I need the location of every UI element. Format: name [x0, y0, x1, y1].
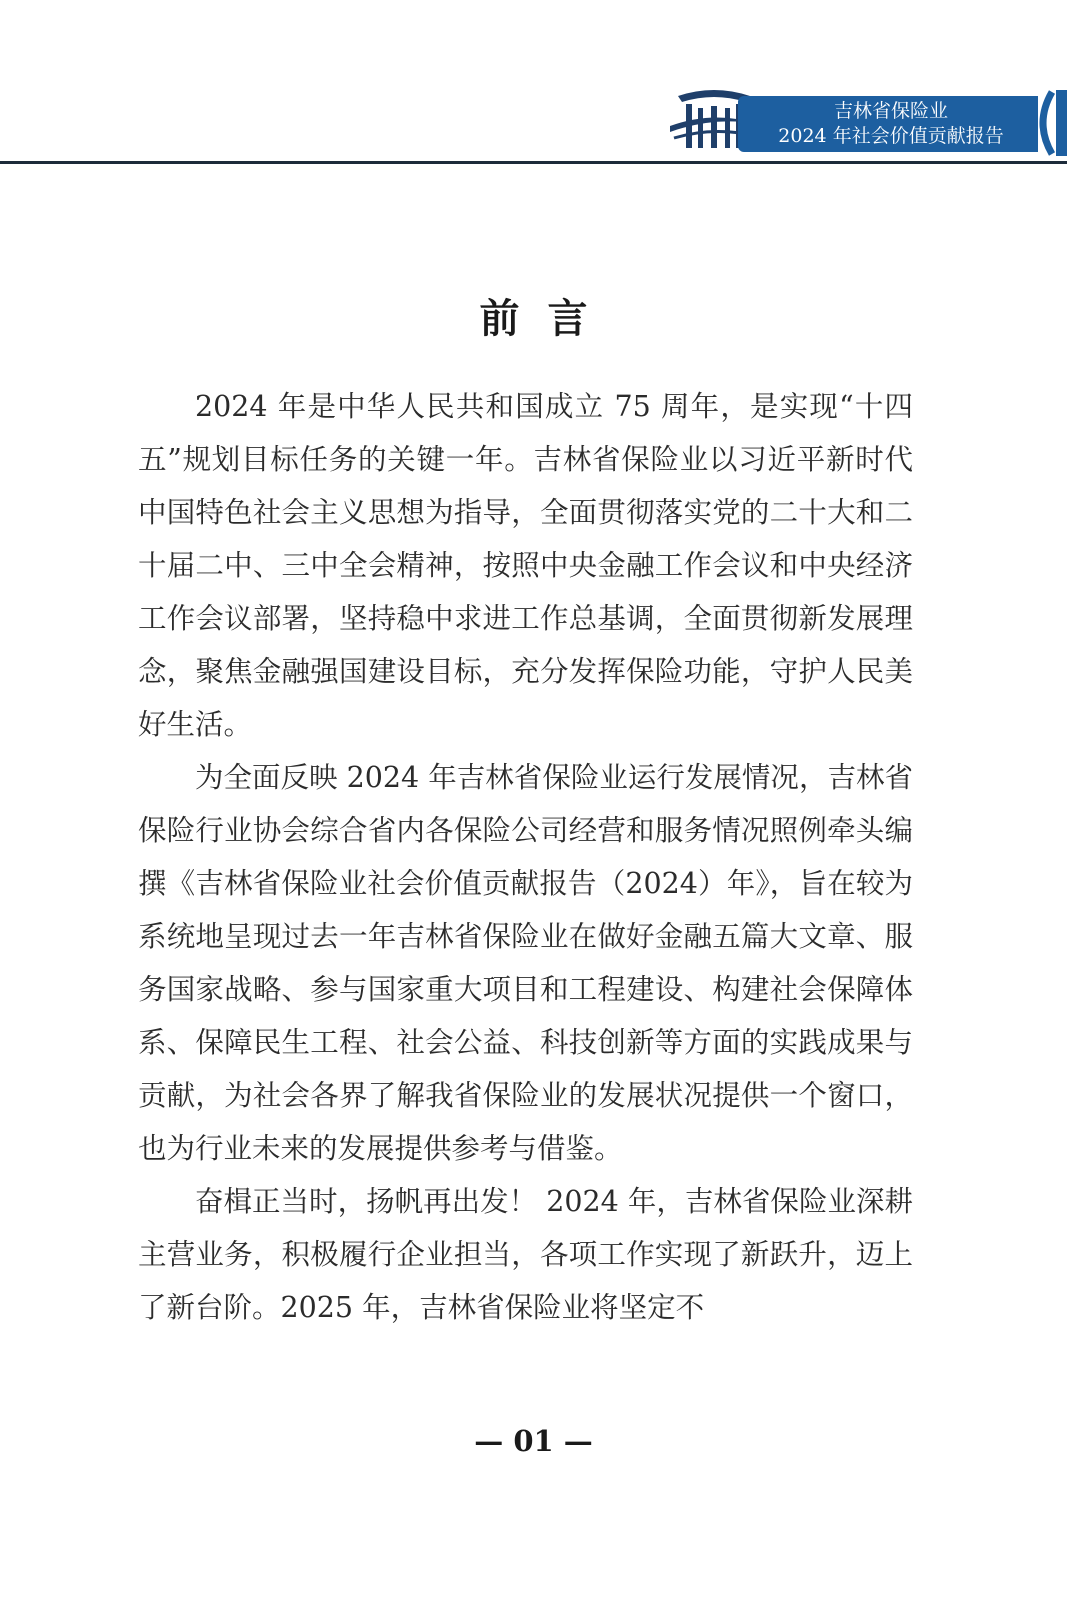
banner-line-2: 2024 年社会价值贡献报告 — [778, 125, 1004, 147]
banner-line-1: 吉林省保险业 — [833, 100, 948, 122]
paragraph: 2024 年是中华人民共和国成立 75 周年，是实现“十四五”规划目标任务的关键一年。吉林省保险业以习近平新时代中国特色社会主义思想为指导，全面贯彻落实党的二十大和二十届二中、三中全会精神，按照中央金融工作会议和中央经济工作会议部署，坚持稳中求进工作总基调，全面贯彻新发展理念，聚焦金融强国建设目标，充分发挥保险功能，守护人民美好生活。 — [138, 390, 913, 741]
page-header — [0, 0, 1067, 165]
report-banner-title — [750, 99, 1032, 149]
banner-curve-icon — [1032, 90, 1067, 156]
header-divider — [0, 161, 1067, 164]
page-number: — 01 — — [474, 1424, 593, 1458]
preface-body — [138, 380, 913, 1334]
page-title: 前言 — [479, 295, 616, 342]
paragraph: 为全面反映 2024 年吉林省保险业运行发展情况，吉林省保险行业协会综合省内各保险公司经营和服务情况照例牵头编撰《吉林省保险业社会价值贡献报告（2024）年》，旨在较为系统地呈现过去一年吉林省保险业在做好金融五篇大文章、服务国家战略、参与国家重大项目和工程建设、构建社会保障体系、保障民生工程、社会公益、科技创新等方面的实践成果与贡献，为社会各界了解我省保险业的发展状况提供一个窗口，也为行业未来的发展提供参考与借鉴。 — [138, 761, 913, 1165]
paragraph: 奋楫正当时，扬帆再出发！ 2024 年，吉林省保险业深耕主营业务，积极履行企业担当，各项工作实现了新跃升，迈上了新台阶。2025 年，吉林省保险业将坚定不 — [138, 1185, 913, 1324]
